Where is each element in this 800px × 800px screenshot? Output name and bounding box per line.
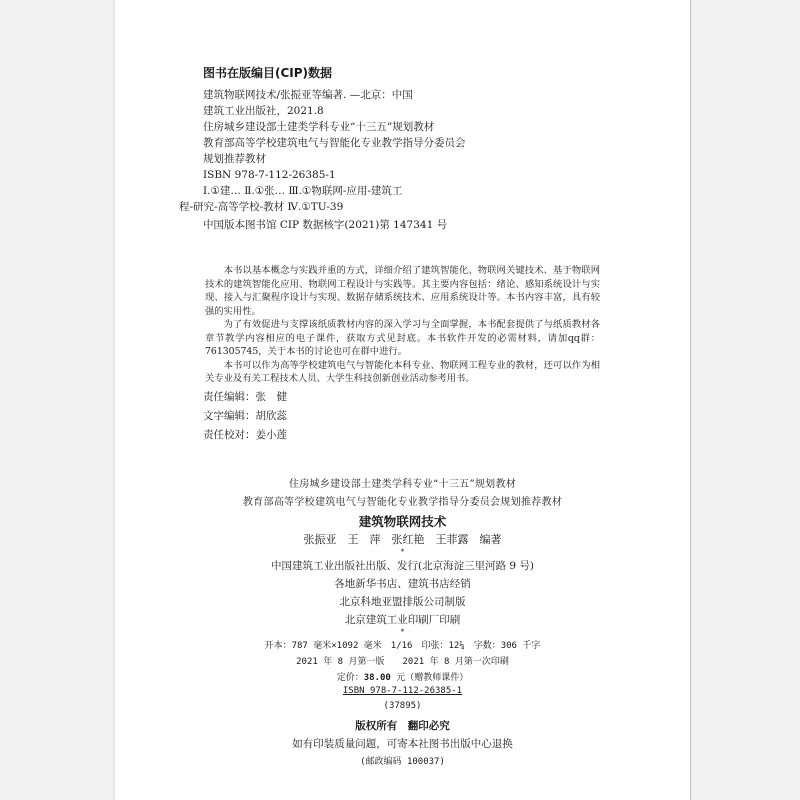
imprint-series-1: 住房城乡建设部土建类学科专业“十三五”规划教材 [288,479,517,490]
imprint-price [115,670,690,683]
imprint-postcode: (邮政编码 100037) [360,757,445,767]
cip-line-1: 建筑物联网技术/张振亚等编著. —北京：中国 [203,89,413,101]
editor-row-1 [203,389,287,404]
imprint-return-notice: 如有印装质量问题，可寄本社图书出版中心退换 [292,738,513,750]
cip-line-5: 规划推荐教材 [203,153,266,165]
price-label: 定价： [336,673,364,683]
imprint-code: (37895) [383,701,422,711]
imprint-series-2: 教育部高等学校建筑电气与智能化专业教学指导分委员会规划推荐教材 [242,497,563,508]
summary-paragraph-2: 为了有效促进与支撑该纸质教材内容的深入学习与全面掌握，本书配套提供了与纸质教材各章节教学内容相应的电子课件，获取方式见封底。本书软件开发的必需材料，请加qq群：761305745，关于本书的讨论也可在群中进行。 [205,319,600,357]
imprint-publisher: 中国建筑工业出版社出版、发行(北京海淀三里河路 9 号) [270,560,535,572]
editor-row-3 [203,427,287,442]
editor-name: 张 健 [255,391,287,403]
imprint-separator-star: * [400,548,405,556]
editor-role: 文字编辑： [203,410,256,422]
imprint-authors: 张振亚 王 萍 张红艳 王菲露 编著 [303,533,502,546]
imprint-printer: 北京建筑工业印刷厂印刷 [344,614,461,626]
imprint-book-title: 建筑物联网技术 [358,514,447,529]
cip-heading: 图书在版编目(CIP)数据 [203,66,333,80]
imprint-separator-star-2: * [400,628,405,636]
imprint-format: 开本：787 毫米×1092 毫米 1/16 印张：12¼ 字数：306 千字 [264,641,541,651]
imprint-isbn: ISBN 978-7-112-26385-1 [342,686,463,696]
cip-line-2: 建筑工业出版社，2021.8 [203,105,324,117]
cip-classification-1: Ⅰ.①建… Ⅱ.①张… Ⅲ.①物联网-应用-建筑工 [203,185,403,197]
editor-name: 姜小莲 [255,429,287,441]
page-right-edge [690,0,691,800]
book-summary [205,264,600,386]
editor-row-2 [203,408,287,423]
editor-role: 责任编辑： [203,391,256,403]
price-suffix: 元（赠教师课件） [390,673,469,683]
cip-classification-2: 程-研究-高等学校-教材 Ⅳ.①TU-39 [179,201,344,213]
cip-record-number: 中国版本图书馆 CIP 数据核字(2021)第 147341 号 [203,219,448,231]
summary-paragraph-3: 本书可以作为高等学校建筑电气与智能化本科专业、物联网工程专业的教材，还可以作为相关专业及有关工程技术人员、大学生科技创新创业活动参考用书。 [205,359,600,384]
imprint-typesetter: 北京科地亚盟排版公司制版 [339,596,466,608]
cip-line-4: 教育部高等学校建筑电气与智能化专业教学指导分委员会 [203,137,466,149]
editor-role: 责任校对： [203,429,256,441]
price-value: 38.00 [363,673,391,683]
imprint-distributor: 各地新华书店、建筑书店经销 [334,578,471,590]
summary-paragraph-1: 本书以基本概念与实践并重的方式，详细介绍了建筑智能化、物联网关键技术、基于物联网技术的建筑智能化应用、物联网工程设计与实践等。其主要内容包括：绪论、感知系统设计与实现、接入与汇聚程序设计与实现、数据存储系统技术、应用系统设计等。本书内容丰富，具有较强的实用性。 [205,265,600,317]
editor-name: 胡欣蕊 [255,410,287,422]
imprint-rights: 版权所有 翻印必究 [355,720,450,732]
copyright-page [115,0,690,800]
imprint-edition: 2021 年 8 月第一版 2021 年 8 月第一次印刷 [296,657,509,667]
cip-isbn: ISBN 978-7-112-26385-1 [203,169,336,181]
cip-line-3: 住房城乡建设部土建类学科专业“十三五”规划教材 [203,121,435,133]
